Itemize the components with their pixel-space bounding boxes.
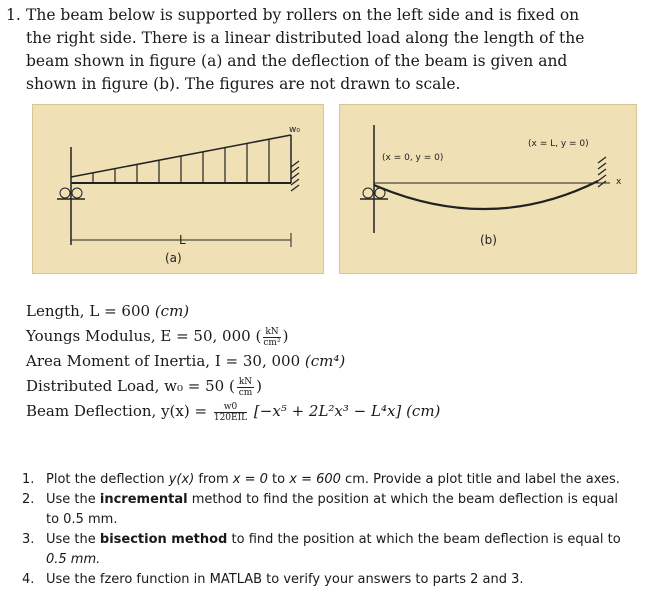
- roller-support: [375, 188, 385, 198]
- deflection-diagram: [340, 105, 636, 273]
- caption-b: (b): [480, 233, 497, 247]
- task-list: [22, 470, 642, 590]
- point-x0: (x = 0, y = 0): [382, 153, 444, 163]
- task-item-3: 3. Use the bisection method to find the position at which the beam deflection is equal to 0.5 mm.: [22, 532, 621, 567]
- load-arrows: [93, 139, 269, 183]
- task-item-4: 4. Use the fzero function in MATLAB to verify your answers to parts 2 and 3.: [22, 572, 524, 587]
- task-item-2: 2. Use the incremental method to find the position at which the beam deflection is equal to 0.5 mm.: [22, 492, 619, 527]
- problem-statement: [6, 4, 646, 96]
- param-length: Length, L = 600 (cm): [26, 302, 190, 320]
- intro-line: beam shown in figure (a) and the deflection of the beam is given and: [26, 52, 568, 70]
- x-axis-label: x: [616, 177, 622, 187]
- parameter-list: [26, 299, 440, 424]
- fixed-support: [291, 161, 299, 191]
- roller-support: [72, 188, 82, 198]
- length-label: L: [179, 233, 186, 247]
- param-deflection: Beam Deflection, y(x) = $\frac{w0}{\text{120EIL}}$ [−x⁵ + 2L²x³ − L⁴x] (cm): [26, 401, 441, 423]
- roller-support: [60, 188, 70, 198]
- param-load: Distributed Load, w₀ = 50 ( $\frac{kN}{cm}$ ): [26, 376, 263, 398]
- figure-a-beam-load: [32, 104, 324, 274]
- param-modulus: Youngs Modulus, E = 50, 000 ( $\frac{kN}{\text{cm²}}$ ): [26, 326, 289, 348]
- point-xL: (x = L, y = 0): [528, 139, 589, 149]
- beam-load-diagram: [33, 105, 323, 273]
- roller-support: [363, 188, 373, 198]
- figure-b-deflection: [339, 104, 637, 274]
- intro-line: The beam below is supported by rollers on the left side and is fixed on: [26, 6, 580, 24]
- problem-number: 1.: [6, 6, 21, 24]
- deflection-curve: [374, 181, 598, 209]
- intro-line: the right side. There is a linear distributed load along the length of the: [26, 29, 585, 47]
- load-label-w0: w₀: [289, 125, 300, 135]
- task-item-1: 1. Plot the deflection y(x) from x = 0 to x = 600 cm. Provide a plot title and label the axes.: [22, 472, 620, 487]
- param-inertia: Area Moment of Inertia, I = 30, 000 (cm⁴): [26, 352, 346, 370]
- intro-line: shown in figure (b). The figures are not drawn to scale.: [26, 75, 461, 93]
- caption-a: (a): [165, 251, 182, 265]
